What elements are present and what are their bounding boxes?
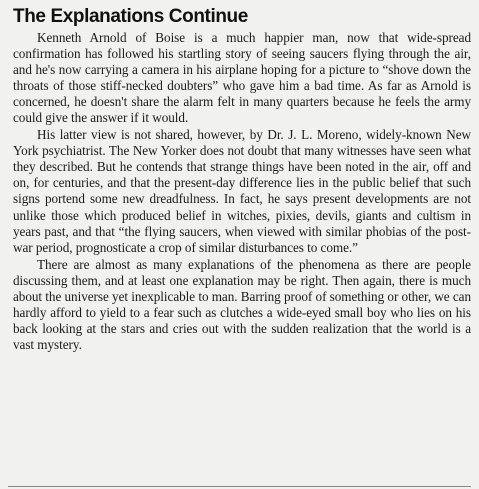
article-paragraph-3: There are almost as many explanations of the phenomena as there are people discussing them, and at least one explanation may be right. Then again, there is much about the universe yet inexplicable to man. Barring proof of something or other, we can hardly afford to yield to a fear such as clutches a wide-eyed small boy who lies on his back looking at the stars and cries out with the sudden realization that the world is a vast mystery.: [13, 256, 472, 352]
article-paragraph-2: His latter view is not shared, however, by Dr. J. L. Moreno, widely-known New York psychiatrist. The New Yorker does not doubt that many witnesses have seen what they described. But he contends that strange things have been noted in the air, off and on, for centuries, and that the present-day difference lies in the public belief that such signs portend some new dreadfulness. In fact, he says present developments are not unlike those which produced belief in witches, pixies, devils, giants and cultism in years past, and that “the flying saucers, when viewed with similar phobias of the post-war period, prognosticate a crop of similar disturbances to come.”: [13, 127, 471, 255]
article-paragraph-1: Kenneth Arnold of Boise is a much happier man, now that wide-spread confirmation has followed his startling story of seeing saucers flying through the air, and he's now carrying a camera in his airplane hoping for a picture to “shove down the throats of those stiff-necked doubters” who gave him a bad time. As far as Arnold is concerned, he doesn't share the alarm felt in many quarters because he feels the army could give the answer if it would.: [13, 30, 471, 126]
article-headline: The Explanations Continue: [13, 6, 248, 27]
column-bottom-rule: [8, 486, 471, 487]
